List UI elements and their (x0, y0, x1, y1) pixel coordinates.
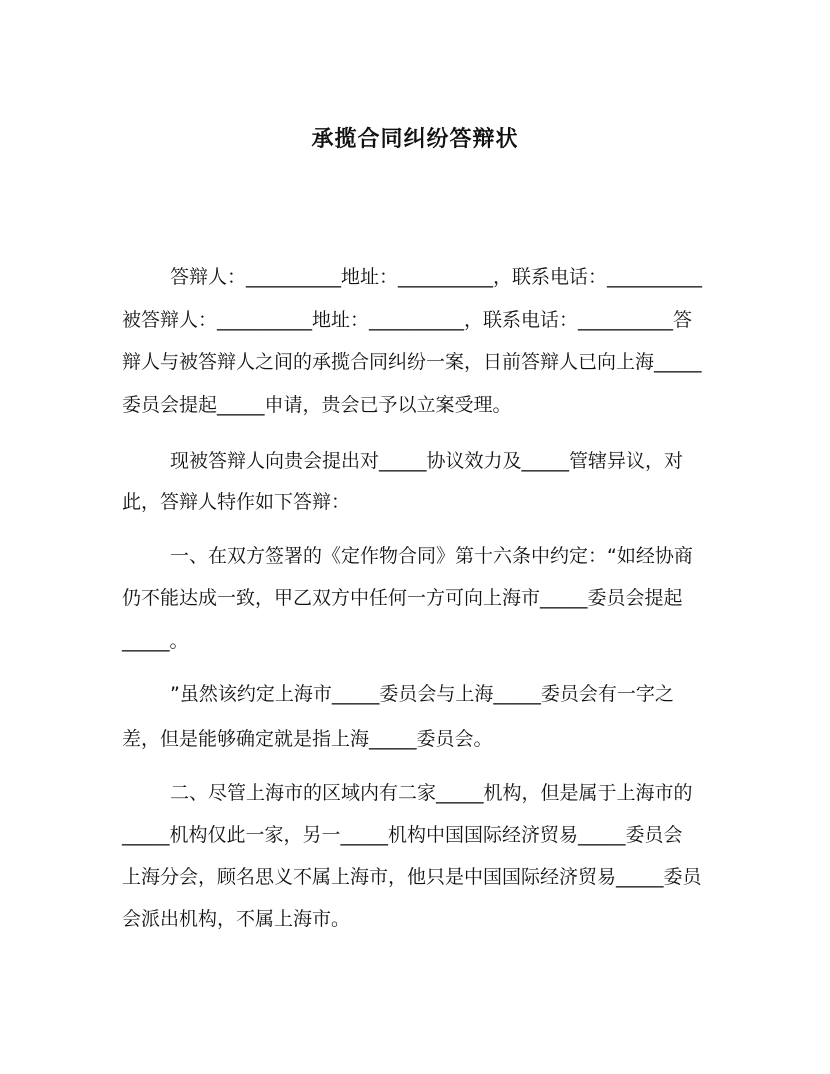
paragraph-line: 被答辩人：__________地址：__________，联系电话：__________答 (122, 309, 693, 331)
paragraph-line: 差，但是能够确定就是指上海_____委员会。 (122, 728, 493, 750)
paragraph-line: _____。 (122, 630, 189, 652)
paragraph-line: 上海分会，顾名思义不属上海市，他只是中国国际经济贸易_____委员 (122, 866, 702, 888)
paragraph-line: 辩人与被答辩人之间的承揽合同纠纷一案，日前答辩人已向上海_____ (122, 351, 702, 373)
paragraph-line: _____机构仅此一家，另一_____机构中国国际经济贸易_____委员会 (122, 824, 683, 846)
paragraph-line: 仍不能达成一致，甲乙双方中任何一方可向上海市_____委员会提起 (122, 587, 683, 609)
paragraph-line: ”虽然该约定上海市_____委员会与上海_____委员会有一字之 (170, 683, 674, 705)
paragraph-line: 会派出机构，不属上海市。 (122, 908, 351, 930)
paragraph-line: 答辩人：__________地址：__________，联系电话：__________ (170, 266, 703, 288)
paragraph-line: 现被答辩人向贵会提出对_____协议效力及_____管辖异议，对 (170, 450, 684, 472)
paragraph-line: 二、尽管上海市的区域内有二家_____机构，但是属于上海市的 (170, 782, 693, 804)
paragraph-line: 此，答辩人特作如下答辩： (122, 491, 351, 513)
document-title: 承揽合同纠纷答辩状 (311, 127, 519, 152)
paragraph-line: 委员会提起_____申请，贵会已予以立案受理。 (122, 394, 512, 416)
paragraph-line: 一、在双方签署的《定作物合同》第十六条中约定：“如经协商 (170, 545, 693, 567)
